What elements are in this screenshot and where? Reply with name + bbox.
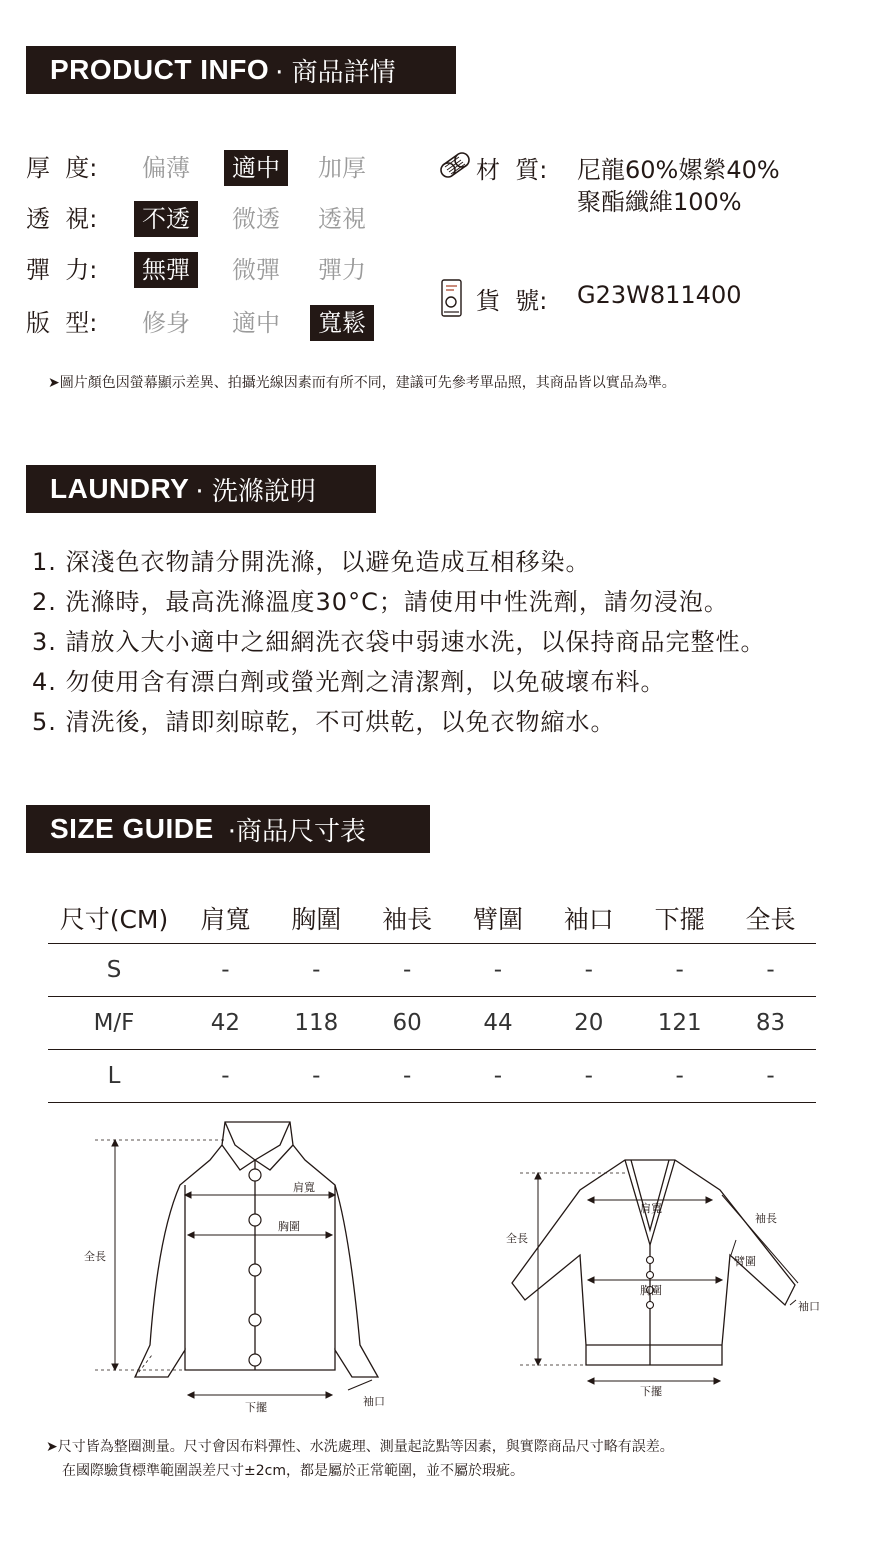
size-label-cell: M/F	[48, 997, 180, 1050]
sku-label: 貨 號:	[476, 287, 548, 315]
laundry-item: 2. 洗滌時，最高洗滌溫度30°C；請使用中性洗劑，請勿浸泡。	[32, 588, 729, 616]
size-table-header	[48, 893, 816, 944]
attribute-row	[26, 252, 386, 288]
size-table-header-cell: 尺寸(CM)	[48, 893, 180, 944]
size-guide-title-en: SIZE GUIDE	[50, 813, 214, 844]
size-value-cell: 42	[180, 997, 271, 1050]
attribute-option: 適中	[232, 309, 280, 337]
attribute-option: 彈力	[318, 256, 366, 284]
size-value-cell: -	[180, 944, 271, 997]
laundry-item: 3. 請放入大小適中之細網洗衣袋中弱速水洗，以保持商品完整性。	[32, 628, 766, 656]
attribute-option: 修身	[142, 309, 190, 337]
size-disclaimer-2: 在國際驗貨標準範圍誤差尺寸±2cm，都是屬於正常範圍，並不屬於瑕疵。	[62, 1463, 524, 1479]
size-table-header-cell: 臂圍	[453, 893, 544, 944]
size-value-cell: -	[362, 1050, 453, 1103]
size-table-row	[48, 1050, 816, 1103]
attribute-option: 微透	[232, 205, 280, 233]
cardigan-label-hem: 下擺	[640, 1385, 662, 1398]
color-disclaimer: ➤圖片顏色因螢幕顯示差異、拍攝光線因素而有所不同，建議可先參考單品照，其商品皆以實品為準。	[48, 375, 676, 391]
attribute-row	[26, 201, 386, 237]
size-value-cell: -	[362, 944, 453, 997]
cardigan-label-length: 全長	[506, 1232, 528, 1245]
cardigan-diagram	[500, 1155, 830, 1405]
attribute-row	[26, 305, 386, 341]
attribute-option-selected: 不透	[134, 201, 198, 237]
tag-icon	[440, 276, 464, 320]
size-value-cell: 20	[543, 997, 634, 1050]
product-info-title-en: PRODUCT INFO	[50, 54, 270, 85]
size-value-cell: -	[725, 944, 816, 997]
size-value-cell: 118	[271, 997, 362, 1050]
attribute-label: 彈 力:	[26, 256, 98, 284]
size-value-cell: -	[725, 1050, 816, 1103]
attribute-label: 厚 度:	[26, 154, 98, 182]
cardigan-label-shoulder: 肩寬	[640, 1202, 662, 1215]
size-value-cell: -	[271, 944, 362, 997]
size-value-cell: -	[634, 944, 725, 997]
size-label-cell: S	[48, 944, 180, 997]
jacket-label-chest: 胸圍	[278, 1220, 300, 1233]
size-value-cell: -	[271, 1050, 362, 1103]
attribute-option: 透視	[318, 205, 366, 233]
attribute-option-selected: 無彈	[134, 252, 198, 288]
size-value-cell: -	[634, 1050, 725, 1103]
size-table-header-cell: 袖口	[543, 893, 634, 944]
laundry-item: 4. 勿使用含有漂白劑或螢光劑之清潔劑，以免破壞布料。	[32, 668, 666, 696]
size-value-cell: 83	[725, 997, 816, 1050]
attribute-option-selected: 寬鬆	[310, 305, 374, 341]
size-table-row	[48, 997, 816, 1050]
attribute-option-selected: 適中	[224, 150, 288, 186]
attribute-option: 加厚	[318, 154, 366, 182]
material-value-1: 尼龍60%嫘縈40%	[577, 156, 780, 184]
attribute-label: 版 型:	[26, 309, 98, 337]
size-guide-title-zh: ·商品尺寸表	[227, 816, 366, 847]
size-value-cell: 44	[453, 997, 544, 1050]
size-value-cell: 121	[634, 997, 725, 1050]
laundry-banner	[26, 465, 376, 513]
size-table-row	[48, 944, 816, 997]
product-info-banner	[26, 46, 456, 94]
product-info-title-zh: · 商品詳情	[275, 57, 396, 88]
size-value-cell: -	[453, 1050, 544, 1103]
jacket-diagram	[80, 1115, 410, 1415]
material-label: 材 質:	[476, 156, 548, 184]
jacket-label-shoulder: 肩寬	[293, 1181, 315, 1194]
size-table	[48, 893, 816, 1103]
size-value-cell: -	[453, 944, 544, 997]
size-value-cell: -	[543, 1050, 634, 1103]
laundry-item: 5. 清洗後，請即刻晾乾，不可烘乾，以免衣物縮水。	[32, 708, 616, 736]
attribute-label: 透 視:	[26, 205, 98, 233]
size-table-header-cell: 胸圍	[271, 893, 362, 944]
cardigan-label-sleeve: 袖長	[755, 1212, 777, 1225]
size-table-header-cell: 袖長	[362, 893, 453, 944]
size-value-cell: 60	[362, 997, 453, 1050]
size-guide-banner	[26, 805, 430, 853]
attribute-option: 微彈	[232, 256, 280, 284]
cardigan-label-arm: 臂圍	[734, 1255, 756, 1268]
sku-value: G23W811400	[577, 281, 742, 309]
material-value-2: 聚酯纖維100%	[577, 188, 742, 216]
laundry-title-en: LAUNDRY	[50, 473, 190, 504]
jacket-label-length: 全長	[84, 1250, 106, 1263]
jacket-label-hem: 下擺	[245, 1401, 267, 1414]
thread-spool-icon	[436, 150, 474, 180]
attribute-row	[26, 150, 386, 186]
size-value-cell: -	[543, 944, 634, 997]
size-table-header-cell: 全長	[725, 893, 816, 944]
cardigan-label-chest: 胸圍	[640, 1284, 662, 1297]
size-table-header-cell: 下擺	[634, 893, 725, 944]
size-value-cell: -	[180, 1050, 271, 1103]
size-table-header-cell: 肩寬	[180, 893, 271, 944]
laundry-title-zh: · 洗滌說明	[195, 476, 316, 507]
size-disclaimer-1: ➤尺寸皆為整圈測量。尺寸會因布料彈性、水洗處理、測量起訖點等因素，與實際商品尺寸略有誤差。	[46, 1439, 674, 1455]
cardigan-label-cuff: 袖口	[798, 1300, 820, 1313]
attribute-option: 偏薄	[142, 154, 190, 182]
jacket-label-cuff: 袖口	[363, 1395, 385, 1408]
laundry-item: 1. 深淺色衣物請分開洗滌，以避免造成互相移染。	[32, 548, 591, 576]
size-label-cell: L	[48, 1050, 180, 1103]
